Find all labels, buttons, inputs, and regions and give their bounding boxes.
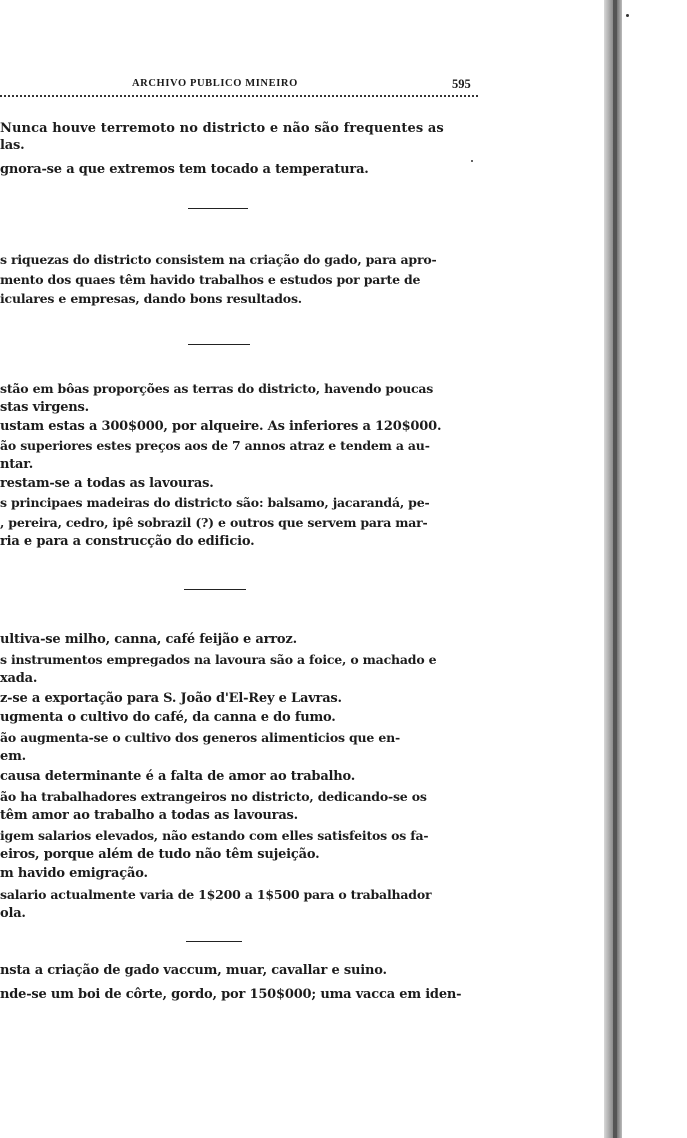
text-line: stas virgens. bbox=[0, 400, 89, 415]
scan-speck bbox=[471, 160, 473, 162]
text-line: s principaes madeiras do districto são: balsamo, jacarandá, pe- bbox=[0, 495, 430, 510]
running-title: ARCHIVO PUBLICO MINEIRO bbox=[132, 78, 298, 89]
header-rule bbox=[0, 95, 478, 97]
text-line: ustam estas a 300$000, por alqueire. As inferiores a 120$000. bbox=[0, 419, 442, 434]
text-line: causa determinante é a falta de amor ao trabalho. bbox=[0, 769, 356, 784]
scan-speck bbox=[626, 14, 629, 17]
section-divider bbox=[186, 941, 242, 942]
section-divider bbox=[188, 208, 248, 209]
text-line: salario actualmente varia de 1$200 a 1$500 para o trabalhador bbox=[0, 887, 432, 902]
text-line: gnora-se a que extremos tem tocado a temperatura. bbox=[0, 162, 369, 177]
text-line: m havido emigração. bbox=[0, 866, 148, 881]
book-spine-edge bbox=[613, 0, 617, 1138]
text-line: ola. bbox=[0, 906, 26, 921]
section-divider bbox=[188, 344, 250, 345]
running-header bbox=[0, 78, 486, 96]
text-line: Nunca houve terremoto no districto e não são frequentes as bbox=[0, 121, 444, 136]
text-line: s riquezas do districto consistem na criação do gado, para apro- bbox=[0, 252, 437, 267]
text-line: eiros, porque além de tudo não têm sujeição. bbox=[0, 847, 320, 862]
text-line: têm amor ao trabalho a todas as lavouras. bbox=[0, 808, 298, 823]
text-line: ultiva-se milho, canna, café feijão e arroz. bbox=[0, 632, 297, 647]
text-line: iculares e empresas, dando bons resultados. bbox=[0, 291, 302, 306]
text-line: z-se a exportação para S. João d'El-Rey e Lavras. bbox=[0, 691, 342, 706]
text-line: xada. bbox=[0, 671, 38, 686]
text-line: las. bbox=[0, 138, 25, 153]
text-line: ão ha trabalhadores extrangeiros no districto, dedicando-se os bbox=[0, 789, 427, 804]
text-line: nde-se um boi de côrte, gordo, por 150$000; uma vacca em iden- bbox=[0, 987, 462, 1002]
text-line: nsta a criação de gado vaccum, muar, cavallar e suino. bbox=[0, 963, 387, 978]
text-line: restam-se a todas as lavouras. bbox=[0, 476, 214, 491]
text-line: igem salarios elevados, não estando com elles satisfeitos os fa- bbox=[0, 828, 429, 843]
text-line: ria e para a construcção do edificio. bbox=[0, 534, 255, 549]
text-line: , pereira, cedro, ipê sobrazil (?) e outros que servem para mar- bbox=[0, 515, 428, 530]
text-line: ão superiores estes preços aos de 7 annos atraz e tendem a au- bbox=[0, 438, 430, 453]
page-number: 595 bbox=[452, 77, 471, 91]
text-line: mento dos quaes têm havido trabalhos e estudos por parte de bbox=[0, 272, 421, 287]
text-line: s instrumentos empregados na lavoura são a foice, o machado e bbox=[0, 652, 437, 667]
text-line: em. bbox=[0, 749, 26, 764]
text-line: ntar. bbox=[0, 457, 34, 472]
section-divider bbox=[184, 589, 246, 590]
text-line: stão em bôas proporções as terras do districto, havendo poucas bbox=[0, 381, 434, 396]
text-line: ão augmenta-se o cultivo dos generos alimenticios que en- bbox=[0, 730, 400, 745]
text-line: ugmenta o cultivo do café, da canna e do fumo. bbox=[0, 710, 336, 725]
